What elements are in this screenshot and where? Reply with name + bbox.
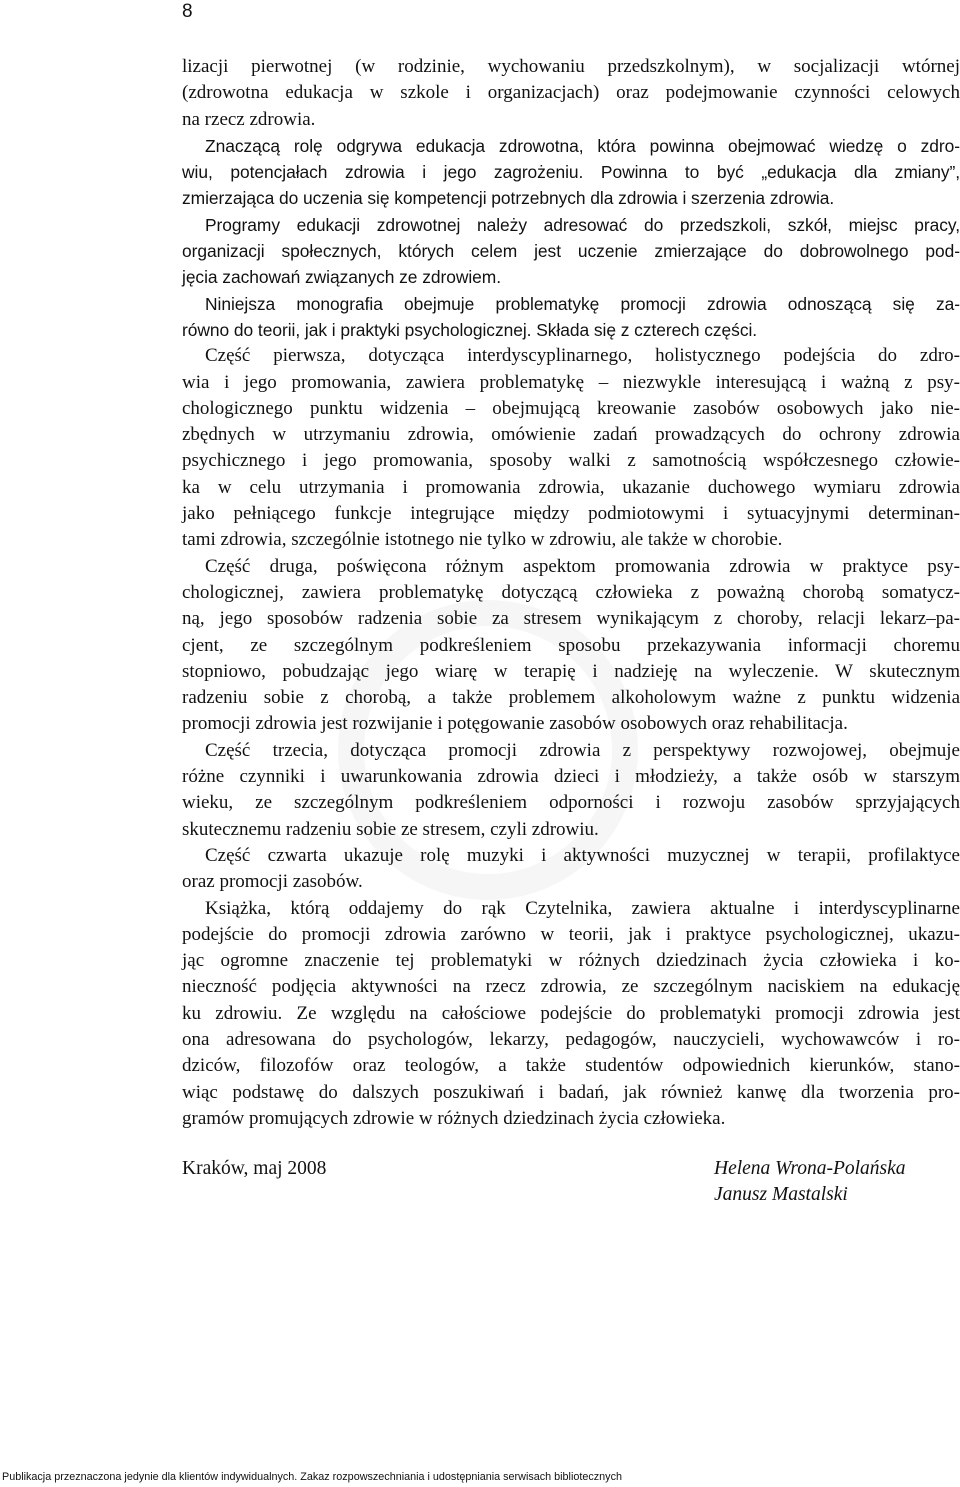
text-line: psychicznego i jego promowania, sposoby walki z samotnością współczesnego człowie- (182, 450, 960, 472)
text-line: Część czwarta ukazuje rolę muzyki i aktywności muzycznej w terapii, profilaktyce (205, 844, 960, 866)
text-line: jako pełniącego funkcje integrujące między podmiotowymi i sytuacyjnymi determinan- (182, 503, 960, 525)
text-line: Książka, którą oddajemy do rąk Czytelnika, zawiera aktualne i interdyscyplinarne (205, 897, 960, 919)
text-line: cjent, ze szczególnym podkreśleniem sposobu przekazywania informacji choremu (182, 634, 960, 656)
authors (714, 1156, 906, 1208)
text-line: Znaczącą rolę odgrywa edukacja zdrowotna, która powinna obejmować wiedzę o zdro- (205, 135, 960, 156)
text-line: (zdrowotna edukacja w szkole i organizacjach) oraz podejmowanie czynności celowych (182, 82, 960, 104)
text-line: chologicznej, zawiera problematykę dotyczącą człowieka z poważną chorobą somatycz- (182, 581, 960, 603)
text-line: wieku, ze szczególnym podkreśleniem odporności i rozwoju zasobów sprzyjających (182, 792, 960, 814)
text-line: radzeniu sobie z chorobą, a także problemem alkoholowym ważne z punktu widzenia (182, 687, 960, 709)
text-line: Część druga, poświęcona różnym aspektom promowania zdrowia w praktyce psy- (205, 555, 960, 577)
text-line: podejście do promocji zdrowia zarówno w teorii, jak i praktyce psychologicznej, ukazu- (182, 923, 960, 945)
text-line: zbędnych w utrzymaniu zdrowia, omówienie zadań prowadzących do ochrony zdrowia (182, 424, 960, 446)
text-line: ka w celu utrzymania i promowania zdrowia, ukazanie duchowego wymiaru zdrowia (182, 476, 960, 498)
text-line: wiąc podstawę do dalszych poszukiwań i badań, jak również kanwę dla tworzenia pro- (182, 1081, 960, 1103)
text-line: stopniowo, pobudzając jego wiarę w terapię i nadzieję na wyleczenie. W skutecznym (182, 660, 960, 682)
text-line: tami zdrowia, szczególnie istotnego nie tylko w zdrowiu, ale także w chorobie. (182, 529, 783, 551)
text-line: ną, jego sposobów radzenia sobie za stresem wynikającym z choroby, relacji lekarz–pa- (182, 608, 960, 630)
text-line: Część trzecia, dotycząca promocji zdrowia z perspektywy rozwojowej, obejmuje (205, 739, 960, 761)
text-line: zmierzająca do uczenia się kompetencji potrzebnych dla zdrowia i szerzenia zdrowia. (182, 188, 835, 209)
text-line: wiu, potencjałach zdrowia i jego zagrożeniu. Powinna to być „edukacja dla zmiany”, (182, 162, 960, 183)
text-line: organizacji społecznych, których celem jest uczenie zmierzające do dobrowolnego pod- (182, 241, 960, 262)
text-line: różne czynniki i uwarunkowania zdrowia dzieci i młodzieży, a także osób w starszym (182, 766, 960, 788)
text-line: oraz promocji zasobów. (182, 871, 363, 893)
author-name: Janusz Mastalski (714, 1184, 848, 1205)
text-line: ona adresowana do psychologów, lekarzy, pedagogów, nauczycieli, wychowawców i ro- (182, 1028, 960, 1050)
text-line: Programy edukacji zdrowotnej należy adresować do przedszkoli, szkół, miejsc pracy, (205, 214, 960, 235)
text-line: wia i jego promowania, zawiera problematykę – niezwykle interesującą i ważną z psy- (182, 371, 960, 393)
text-line: jęcia zachowań związanych ze zdrowiem. (182, 267, 502, 288)
text-line: lizacji pierwotnej (w rodzinie, wychowaniu przedszkolnym), w socjalizacji wtórnej (182, 56, 960, 77)
text-line: gramów promujących zdrowie w różnych dziedzinach życia człowieka. (182, 1107, 726, 1129)
text-line: chologicznego punktu widzenia – obejmującą kreowanie zasobów osobowych jako nie- (182, 397, 960, 419)
signoff (182, 1156, 960, 1216)
text-line: ku zdrowiu. Ze względu na całościowe podejście do problematyki promocji zdrowia jest (182, 1002, 960, 1024)
place-date: Kraków, maj 2008 (182, 1158, 327, 1179)
text-line: jąc ogromne znaczenie tej problematyki w różnych dziedzinach życia człowieka i ko- (182, 950, 960, 972)
text-line: Część pierwsza, dotycząca interdyscyplinarnego, holistycznego podejścia do zdro- (205, 345, 960, 367)
text-line: nieczność podjęcia aktywności na rzecz zdrowia, ze szczególnym naciskiem na edukację (182, 976, 960, 998)
text-line: Niniejsza monografia obejmuje problematykę promocji zdrowia odnoszącą się za- (205, 293, 960, 314)
text-line: skutecznemu radzeniu sobie ze stresem, czyli zdrowiu. (182, 818, 599, 840)
text-line: równo do teorii, jak i praktyki psychologicznej. Składa się z czterech części. (182, 319, 758, 340)
page-number: 8 (182, 1, 193, 22)
footer-notice: Publikacja przeznaczona jedynie dla klientów indywidualnych. Zakaz rozpowszechniania i udostępniania serwisach bibliotecznych (2, 1471, 622, 1483)
text-line: promocji zdrowia jest rozwijanie i potęgowanie zasobów osobowych oraz rehabilitacja. (182, 713, 848, 735)
text-line: dziców, filozofów oraz teologów, a także studentów odpowiednich kierunków, stano- (182, 1055, 960, 1077)
text-line: na rzecz zdrowia. (182, 108, 316, 130)
author-name: Helena Wrona-Polańska (714, 1158, 906, 1179)
body-text (182, 54, 960, 1132)
